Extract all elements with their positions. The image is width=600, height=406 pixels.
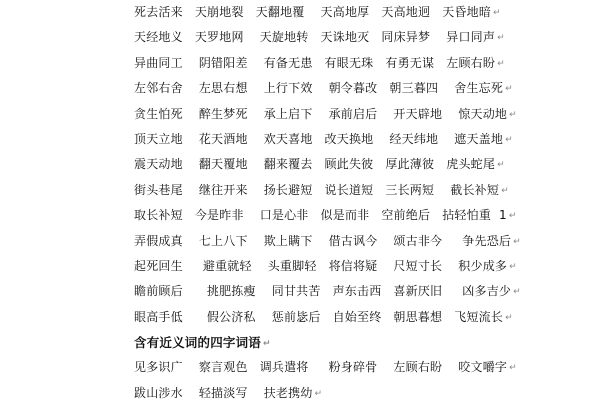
paragraph-mark-icon: ↵ <box>505 84 513 95</box>
paragraph-mark-icon: ↵ <box>508 211 517 222</box>
paragraph-mark-icon: ↵ <box>505 134 513 145</box>
paragraph-mark-icon: ↵ <box>314 388 323 399</box>
document-body <box>134 0 574 406</box>
paragraph-mark-icon: ↵ <box>497 160 505 171</box>
line-text: 异曲同工 阴错阳差 有备无患 有眼无珠 有勇无谋 左顾右盼 <box>134 55 496 70</box>
paragraph-mark-icon: ↵ <box>497 33 505 44</box>
line-text: 瞻前顾后 挑肥拣瘦 同甘共苦 声东击西 喜新厌旧 凶多吉少 <box>134 284 512 299</box>
line-text: 含有近义词的四字词语 <box>134 335 262 351</box>
paragraph-mark-icon: ↵ <box>263 339 271 350</box>
text-line <box>134 76 574 101</box>
text-line <box>134 51 574 76</box>
line-text: 顶天立地 花天酒地 欢天喜地 改天换地 经天纬地 遮天盖地 <box>134 131 504 146</box>
text-line <box>134 305 574 330</box>
paragraph-mark-icon: ↵ <box>509 109 517 120</box>
line-text: 贪生怕死 醉生梦死 承上启下 承前启后 开天辟地 惊天动地 <box>134 106 508 121</box>
paragraph-mark-icon: ↵ <box>493 8 501 18</box>
text-line <box>134 254 574 279</box>
line-text: 街头巷尾 继往开来 扬长避短 说长道短 三长两短 截长补短 <box>134 182 500 197</box>
text-line <box>134 178 574 203</box>
paragraph-mark-icon: ↵ <box>513 236 521 247</box>
text-line <box>134 355 574 380</box>
text-line <box>134 127 574 152</box>
text-line <box>134 229 574 254</box>
line-text: 弄假成真 七上八下 欺上瞒下 借古讽今 颂古非今 争先恐后 <box>134 233 512 248</box>
paragraph-mark-icon: ↵ <box>497 58 505 69</box>
paragraph-mark-icon: ↵ <box>513 287 521 298</box>
section-heading <box>134 330 574 355</box>
text-line <box>134 279 574 304</box>
paragraph-mark-icon: ↵ <box>501 185 509 196</box>
line-text: 死去活来 天崩地裂 天翻地覆 天高地厚 天高地迥 天昏地暗 <box>134 5 492 19</box>
line-text: 取长补短 今是昨非 口是心非 似是而非 空前绝后 拈轻怕重 1 <box>134 208 507 223</box>
line-text: 天经地义 天罗地网 天旋地转 天诛地灭 同床异梦 异口同声 <box>134 30 496 45</box>
line-text: 起死回生 避重就轻 头重脚轻 将信将疑 尺短寸长 积少成多 <box>134 258 508 273</box>
text-line <box>134 25 574 50</box>
text-line <box>134 0 574 25</box>
line-text: 左邻右舍 左思右想 上行下效 朝令暮改 朝三暮四 舍生忘死 <box>134 81 504 96</box>
line-text: 震天动地 翻天覆地 翻来覆去 顾此失彼 厚此薄彼 虎头蛇尾 <box>134 157 496 172</box>
paragraph-mark-icon: ↵ <box>509 363 517 374</box>
text-line <box>134 102 574 127</box>
line-text: 见多识广 察言观色 调兵遣将 粉身碎骨 左顾右盼 咬文嚼字 <box>134 360 508 375</box>
line-text: 跋山涉水 轻描淡写 扶老携幼 <box>134 385 313 400</box>
paragraph-mark-icon: ↵ <box>509 261 517 272</box>
paragraph-mark-icon: ↵ <box>505 312 513 323</box>
text-line <box>134 381 574 406</box>
text-line <box>134 152 574 177</box>
text-line <box>134 203 574 228</box>
line-text: 眼高手低 假公济私 惩前毖后 自始至终 朝思暮想 飞短流长 <box>134 309 504 324</box>
